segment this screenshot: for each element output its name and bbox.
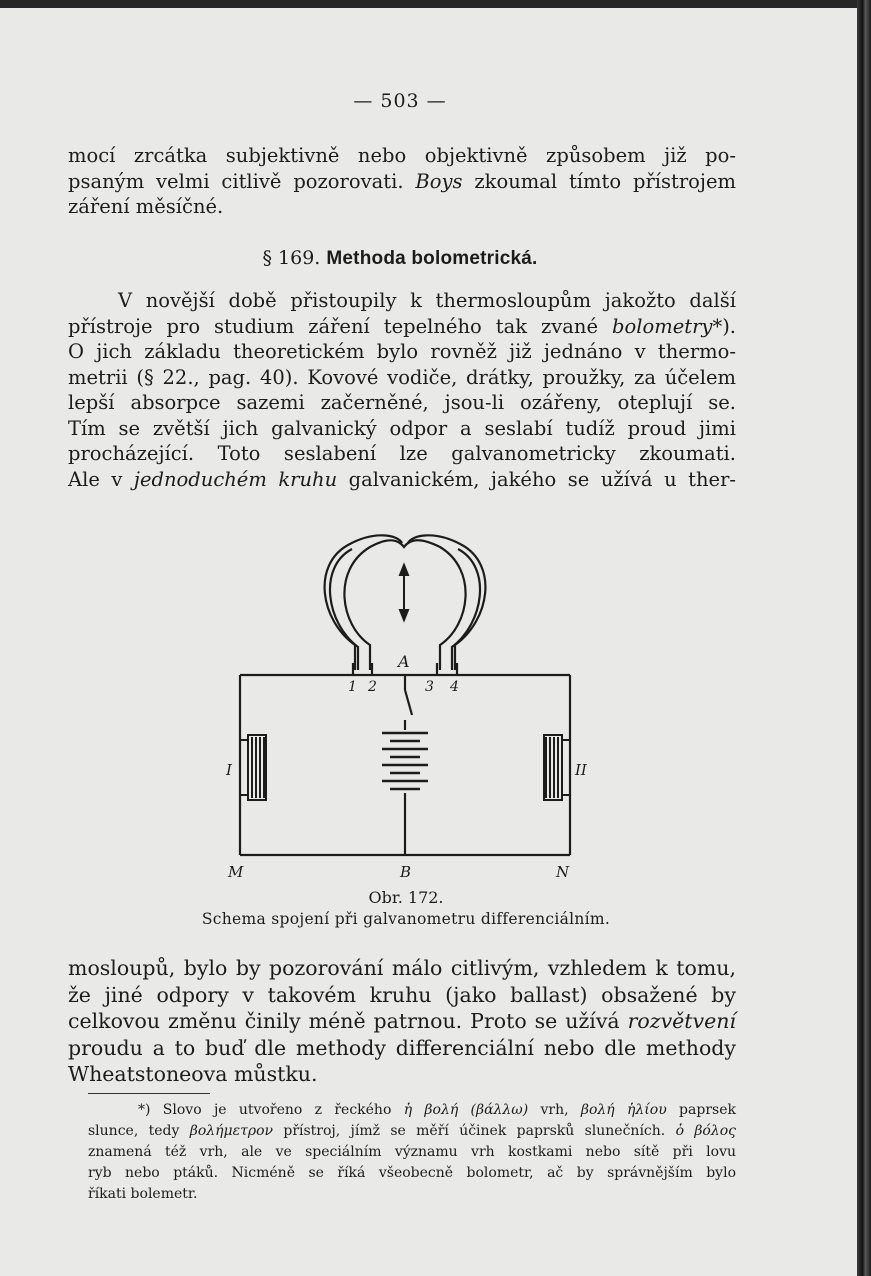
section-number: § 169. — [262, 247, 321, 269]
coil-II — [544, 735, 570, 800]
label-1: 1 — [348, 679, 357, 695]
text-line: lepší absorpce sazemi začerněné, jsou-li ozářeny, oteplují se. — [68, 391, 736, 414]
paragraph-bolometers — [68, 288, 736, 492]
text-line: proudu a to buď dle methody differenciální nebo dle methody — [68, 1035, 736, 1060]
paragraph-intro — [68, 143, 736, 220]
text-line: Tím se zvětší jich galvanický odpor a seslabí tudíž proud jimi — [68, 416, 736, 440]
term-rozvetveni: rozvětvení — [627, 1009, 736, 1033]
paragraph-circuit — [68, 955, 736, 1088]
footnote-line: slunce, tedy βολήμετρον přístroj, jímž se měří účinek paprsků slunečních. ὁ βόλος — [88, 1123, 736, 1139]
label-4: 4 — [450, 679, 459, 695]
scan-edge-top — [0, 0, 871, 8]
text-line: V novější době přistoupily k thermosloupům jakožto další — [118, 289, 736, 312]
text-line: přístroje pro studium záření tepelného tak zvané bolometry*). — [68, 314, 736, 338]
footnote-rule — [88, 1093, 210, 1094]
scan-edge-right — [857, 0, 871, 1276]
outer-loop-left — [325, 535, 402, 670]
page-number: — 503 — — [353, 90, 447, 112]
text-line: záření měsíčné. — [68, 195, 224, 218]
text-line: procházející. Toto seslabení lze galvanometricky zkoumati. — [68, 442, 736, 465]
name-boys: Boys — [415, 169, 463, 193]
label-II: II — [575, 761, 587, 779]
text-line: metrii (§ 22., pag. 40). Kovové vodiče, drátky, proužky, za účelem — [68, 365, 736, 389]
term-bolometry: bolometry — [612, 314, 713, 338]
footnote-line: říkati bolemetr. — [88, 1186, 198, 1202]
figure-number: Obr. 172. — [368, 888, 444, 907]
text-line: Ale v jednoduchém kruhu galvanickém, jakého se užívá u ther- — [68, 467, 736, 491]
section-title: Methoda bolometrická. — [326, 248, 538, 269]
footnote-line: *) Slovo je utvořeno z řeckého ἡ βολή (βάλλω) vrh, βολή ἡλίου paprsek — [138, 1102, 736, 1118]
footnote-line: znamená též vrh, ale ve speciálním významu vrh kostkami nebo sítě při lovu — [88, 1144, 736, 1160]
label-N: N — [556, 863, 570, 881]
term-jednoduchy-kruh: jednoduchém kruhu — [133, 467, 338, 491]
battery — [382, 733, 428, 789]
text-line: psaným velmi citlivě pozorovati. Boys zkoumal tímto přístrojem — [68, 169, 736, 193]
section-heading — [0, 247, 800, 270]
text-line: mosloupů, bylo by pozorování málo citlivým, vzhledem k tomu, — [68, 956, 736, 980]
label-3: 3 — [425, 679, 434, 695]
label-A: A — [398, 652, 410, 671]
text-line: mocí zrcátka subjektivně nebo objektivně způsobem již po- — [68, 144, 736, 167]
label-M: M — [228, 863, 244, 881]
footnote-line: ryb nebo ptáků. Nicméně se říká všeobecně bolometr, ač by správnějším bylo — [88, 1165, 736, 1181]
coil-I — [240, 735, 266, 800]
outer-loop-right — [408, 535, 485, 670]
label-2: 2 — [368, 679, 377, 695]
text-line: Wheatstoneova můstku. — [68, 1062, 318, 1086]
footnote — [88, 1100, 736, 1205]
text-line: že jiné odpory v takovém kruhu (jako ballast) obsažené by — [68, 982, 736, 1007]
circuit-diagram — [220, 525, 587, 885]
text-line: celkovou změnu činily méně patrnou. Proto se užívá rozvětvení — [68, 1009, 736, 1033]
text-line: O jich základu theoretickém bylo rovněž již jednáno v thermo- — [68, 340, 736, 363]
label-B: B — [400, 863, 412, 881]
figure-caption: Schema spojení při galvanometru differenciálním. — [201, 910, 611, 928]
label-I: I — [226, 761, 232, 779]
